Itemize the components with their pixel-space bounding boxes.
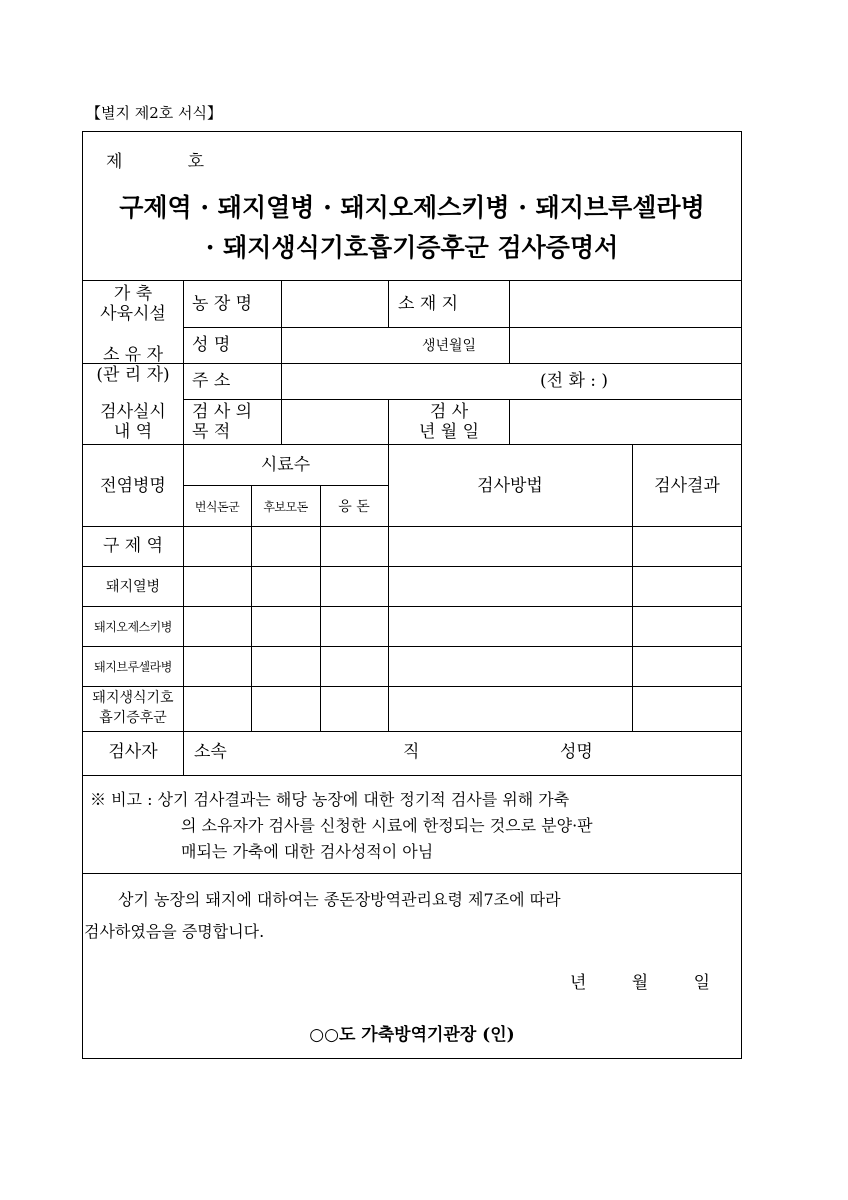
- sample-col-candidate: 후보모돈: [263, 500, 308, 514]
- result-header: 검사결과: [654, 476, 720, 496]
- facility-header-line1: 가 축: [113, 284, 153, 304]
- sample-col-boar: 응 돈: [338, 499, 370, 515]
- inspector-name-label: 성명: [560, 742, 593, 762]
- grid-line: [82, 646, 742, 647]
- disease-row-label: 돼지열병: [105, 579, 161, 595]
- grid-line: [251, 485, 252, 731]
- grid-line: [82, 566, 742, 567]
- remarks-line: 의 소유자가 검사를 신청한 시료에 한정되는 것으로 분양·판: [181, 816, 593, 835]
- phone-label: (전 화 : ): [540, 371, 609, 391]
- number-suffix: 호: [187, 152, 204, 172]
- issuer-signature: ○○도 가축방역기관장 (인): [309, 1025, 515, 1045]
- facility-header-line2: 사육시설: [100, 304, 166, 324]
- issue-date: [570, 973, 710, 993]
- owner-name-label: 성 명: [192, 335, 231, 355]
- grid-line: [82, 686, 742, 687]
- disease-row-label: 돼지오제스키병: [94, 620, 172, 634]
- number-prefix: 제: [106, 152, 123, 172]
- inspection-date-label: [389, 402, 509, 442]
- method-header: 검사방법: [477, 476, 543, 496]
- purpose-label-line2: 목 적: [192, 422, 231, 442]
- purpose-field[interactable]: [283, 401, 386, 442]
- grid-line: [82, 606, 742, 607]
- certificate-number: [106, 152, 204, 172]
- address-field[interactable]: [283, 365, 533, 397]
- grid-line: [183, 327, 742, 328]
- certificate-title-line2: · 돼지생식기호흡기증후군 검사증명서: [205, 233, 619, 262]
- month-label: 월: [631, 973, 649, 993]
- location-label: 소 재 지: [398, 294, 459, 314]
- form-label: 【별지 제2호 서식】: [86, 104, 223, 122]
- purpose-label: [192, 402, 252, 442]
- inspection-date-label-line2: 년 월 일: [418, 422, 480, 442]
- owner-name-field[interactable]: [283, 329, 386, 361]
- sample-header: 시료수: [260, 455, 311, 475]
- certification-statement-line2: 검사하였음을 증명합니다.: [84, 922, 265, 941]
- inspection-header-line2: 내 역: [113, 422, 153, 442]
- grid-line: [183, 399, 742, 400]
- inspection-date-field[interactable]: [511, 401, 740, 442]
- owner-header-line2: (관 리 자): [96, 365, 170, 385]
- address-label: 주 소: [192, 371, 231, 391]
- location-field[interactable]: [511, 283, 740, 325]
- facility-header: [84, 284, 182, 324]
- inspection-header-line1: 검사실시: [100, 402, 166, 422]
- disease-header: 전염병명: [100, 476, 166, 496]
- farm-name-label: 농 장 명: [192, 294, 253, 314]
- disease-row-label: 구 제 역: [102, 536, 164, 556]
- birth-date-field[interactable]: [511, 329, 740, 361]
- inspector-label: 검사자: [108, 742, 158, 762]
- owner-header: [84, 345, 182, 385]
- grid-line: [183, 485, 388, 486]
- purpose-label-line1: 검 사 의: [192, 402, 253, 422]
- grid-line: [509, 399, 510, 444]
- remarks-line: 매되는 가축에 대한 검사성적이 아님: [181, 842, 434, 861]
- remarks-line: ※ 비고 : 상기 검사결과는 해당 농장에 대한 정기적 검사를 위해 가축: [90, 790, 570, 809]
- day-label: 일: [693, 973, 710, 993]
- owner-header-line1: 소 유 자: [102, 345, 164, 365]
- affiliation-label: 소속: [194, 742, 227, 762]
- grid-line: [82, 873, 742, 874]
- disease-row-label: 돼지생식기호흡기증후군: [92, 690, 174, 726]
- position-label: 직: [403, 742, 420, 762]
- grid-line: [281, 280, 282, 444]
- inspection-date-label-line1: 검 사: [429, 402, 469, 422]
- sample-col-breeding: 번식돈군: [194, 500, 240, 514]
- grid-line: [82, 444, 742, 445]
- grid-line: [82, 526, 742, 527]
- grid-line: [320, 485, 321, 731]
- year-label: 년: [570, 973, 587, 993]
- grid-line: [183, 280, 184, 775]
- grid-line: [82, 731, 742, 732]
- grid-line: [82, 775, 742, 776]
- inspection-header: [84, 402, 182, 442]
- grid-line: [509, 280, 510, 363]
- farm-name-field[interactable]: [283, 283, 386, 325]
- certification-statement: 상기 농장의 돼지에 대하여는 종돈장방역관리요령 제7조에 따라: [118, 890, 561, 909]
- grid-line: [388, 280, 389, 327]
- disease-row-label: 돼지브루셀라병: [94, 660, 172, 674]
- grid-line: [82, 280, 742, 281]
- certificate-title: 구제역 · 돼지열병 · 돼지오제스키병 · 돼지브루셀라병: [119, 193, 705, 222]
- birth-date-label: 생년월일: [421, 338, 477, 354]
